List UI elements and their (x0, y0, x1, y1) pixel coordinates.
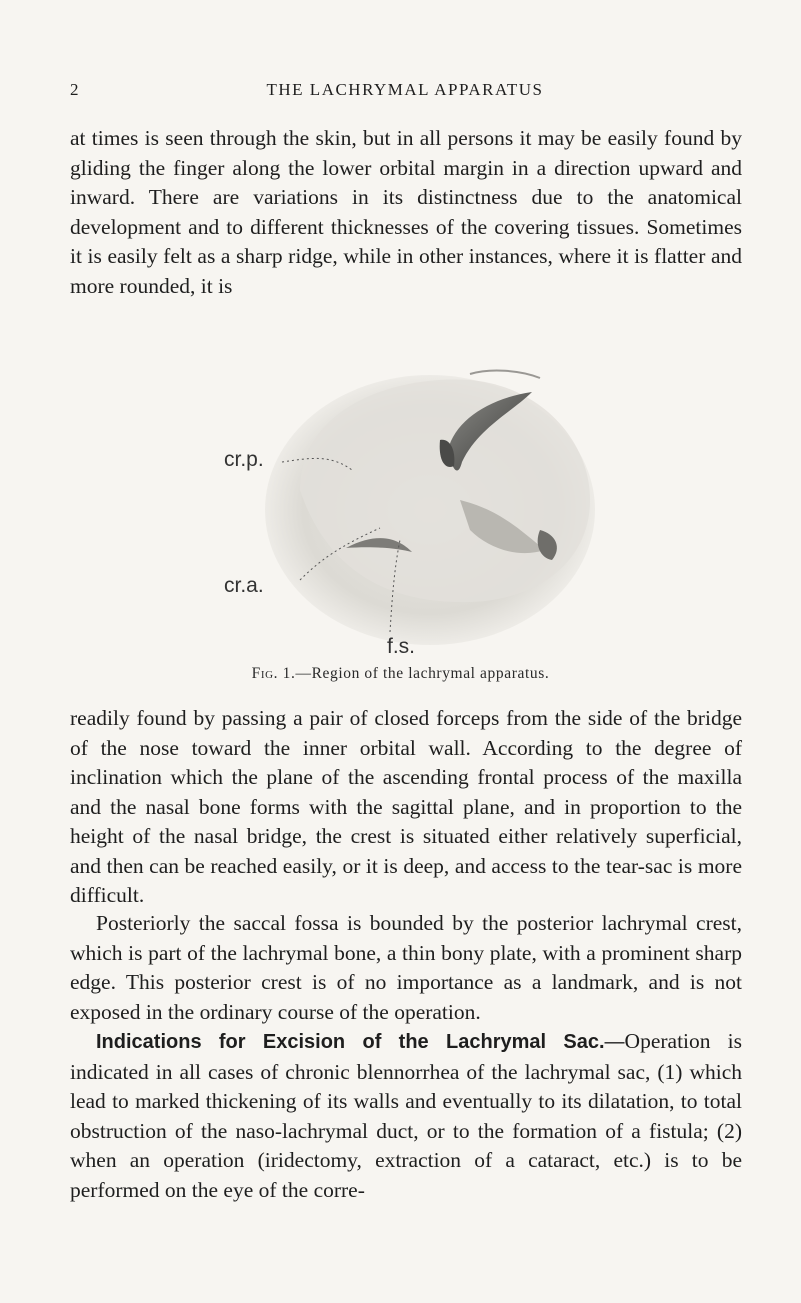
paragraph-3: Posteriorly the saccal fossa is bounded by the posterior lachrymal crest, which is part of the lachrymal bone, a thin bony plate, with a prominent sharp edge. This posterior crest is of no importance as a landmark, and is not exposed in the ordinary course of the operation. (70, 911, 742, 1024)
page-header (70, 80, 740, 110)
lachrymal-region-illustration (0, 350, 801, 670)
paragraph-4-text: Operation is indicated in all cases of chronic blennorrhea of the lachrymal sac, (1) which lead to marked thickening of its walls and eventually to its dilatation, to total obstruction of the naso-lachrymal duct, or to the formation of a fistula; (2) when an operation (iridectomy, extraction of a cataract, etc.) is to be performed on the eye of the corre- (70, 1029, 743, 1202)
label-fossa-sacci: f.s. (387, 635, 416, 658)
paragraph-4 (70, 1027, 742, 1205)
paragraph-2: readily found by passing a pair of closed forceps from the side of the bridge of the nose toward the inner orbital wall. According to the degree of inclination which the plane of the ascending frontal process of the maxilla and the nasal bone forms with the sagittal plane, and in proportion to the height of the nasal bridge, the crest is situated either relatively superficial, and then can be reached easily, or it is deep, and access to the tear-sac is more difficult. (70, 706, 742, 907)
label-anterior-crest: cr.a. (224, 574, 264, 597)
figure-caption-text: —Region of the lachrymal apparatus. (295, 665, 550, 682)
running-title: THE LACHRYMAL APPARATUS (266, 80, 544, 99)
figure-caption (0, 665, 801, 683)
upper-rim-line (470, 371, 540, 378)
heading-dash: — (604, 1031, 625, 1053)
figure-number: Fig. 1. (251, 665, 296, 682)
paragraph-1: at times is seen through the skin, but in all persons it may be easily found by gliding the finger along the lower orbital margin in a direction upward and inward. There are variations in its distinctness due to the anatomical development and to different thicknesses of the covering tissues. Sometimes it is easily felt as a sharp ridge, while in other instances, where it is flatter and more rounded, it is (70, 126, 742, 298)
figure-lachrymal-region (0, 350, 801, 670)
section-heading: Indications for Excision of the Lachrymal Sac. (96, 1031, 605, 1053)
label-posterior-crest: cr.p. (224, 448, 264, 471)
page-number: 2 (70, 80, 79, 99)
